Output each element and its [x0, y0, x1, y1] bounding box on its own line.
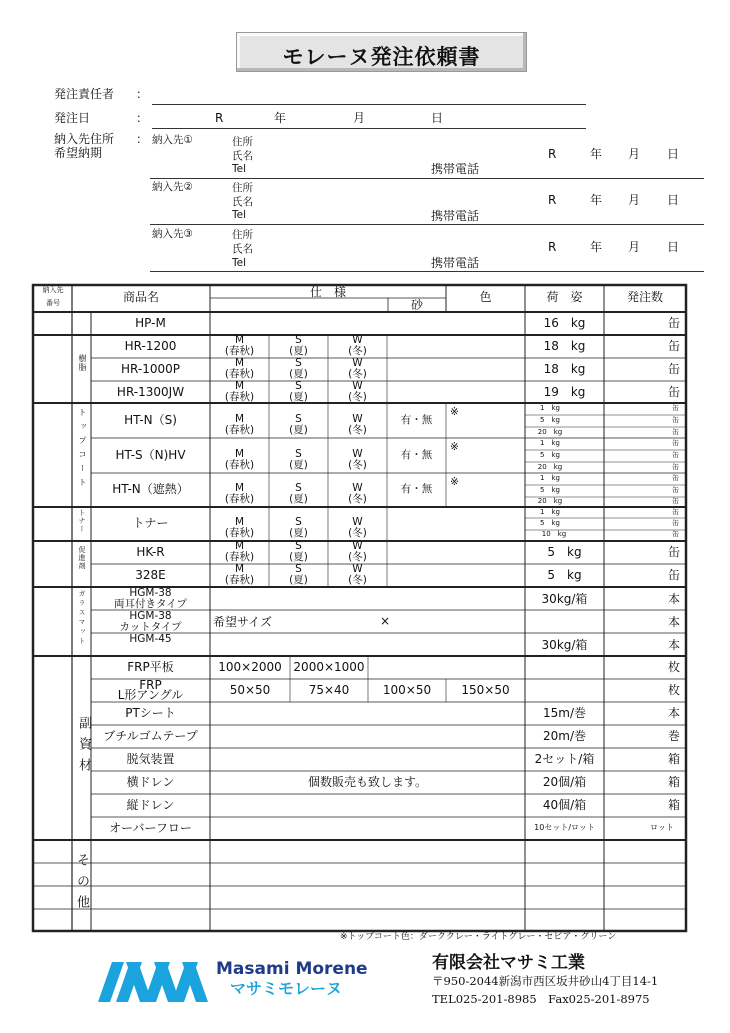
unit-can: 缶 — [672, 497, 679, 505]
header-product: 商品名 — [122, 290, 159, 304]
row-htshv-name: HT-S（N)HV — [115, 448, 186, 462]
size-1kg: 1 kg — [540, 508, 560, 516]
row-hpm-qty-input[interactable] — [604, 313, 664, 334]
season-w-sub: (冬) — [348, 459, 367, 471]
dest-3-year: 年 — [590, 240, 603, 254]
row-hkr-pack: 5 kg — [547, 545, 582, 559]
season-w: W — [352, 413, 363, 425]
row-pt-name: PTシート — [125, 706, 176, 720]
unit-roll: 巻 — [668, 729, 681, 743]
size-20kg: 20 kg — [537, 463, 563, 471]
month-label: 月 — [353, 111, 366, 125]
season-s: S — [295, 482, 302, 494]
row-hgm45-pack: 30kg/箱 — [541, 638, 588, 652]
size-5kg: 5 kg — [540, 416, 560, 424]
season-m: M — [234, 357, 245, 369]
dest-3-label: 納入先③ — [152, 228, 193, 240]
colon: ： — [136, 132, 149, 146]
season-s-sub: (夏) — [289, 459, 308, 471]
note-mark: ※ — [450, 406, 459, 418]
unit-can: 缶 — [672, 451, 679, 459]
season-w: W — [352, 357, 363, 369]
group-toner: トナー — [78, 509, 86, 533]
group-sub-materials — [72, 716, 91, 779]
row-frp-s2[interactable]: 2000×1000 — [293, 660, 365, 674]
season-w-sub: (冬) — [348, 574, 367, 586]
size-5kg: 5 kg — [540, 451, 560, 459]
company-address: 〒950-2044新潟市西区坂井砂山4丁目14-1 — [432, 974, 659, 988]
season-m: M — [234, 380, 245, 392]
unit-box: 箱 — [668, 798, 681, 812]
season-w-sub: (冬) — [348, 368, 367, 380]
dest-2-month: 月 — [628, 193, 641, 207]
dest-3-mobile: 携帯電話 — [431, 256, 480, 270]
page-title: モレーヌ発注依頼書 — [282, 45, 481, 69]
row-frpl-name: FRP — [139, 678, 162, 692]
season-m: M — [234, 448, 245, 460]
yes-no[interactable]: 有・無 — [400, 414, 433, 426]
season-m-sub: (春秋) — [224, 527, 255, 539]
row-328e-name: 328E — [135, 568, 166, 582]
season-w: W — [352, 516, 363, 528]
row-hr1000p-unit: 缶 — [668, 362, 681, 376]
unit-can: 缶 — [668, 568, 681, 582]
dest-3-day: 日 — [667, 240, 680, 254]
header-sand: 砂 — [410, 298, 423, 312]
unit-sheet: 枚 — [668, 660, 681, 674]
size-1kg: 1 kg — [540, 404, 560, 412]
row-toner-name: トナー — [132, 516, 169, 530]
group-resin: 樹脂 — [78, 354, 87, 372]
header-color: 色 — [479, 290, 492, 304]
group-accelerator: 促進剤 — [78, 546, 86, 570]
address-label: 納入先住所 — [54, 132, 115, 146]
season-s: S — [295, 334, 302, 346]
season-s-sub: (夏) — [289, 551, 308, 563]
season-m-sub: (春秋) — [224, 551, 255, 563]
dest-2-day: 日 — [667, 193, 680, 207]
dest-2-label: 納入先② — [152, 181, 193, 193]
row-hkr-name: HK-R — [136, 545, 165, 559]
row-frp-name: FRP平板 — [127, 660, 174, 674]
dest-1-name: 氏名 — [232, 150, 253, 162]
group-sub-materials-label: 副資材 — [76, 716, 92, 779]
season-s-sub: (夏) — [289, 424, 308, 436]
row-hpm-name: HP-M — [135, 316, 166, 330]
row-hgm38a-pack: 30kg/箱 — [541, 592, 588, 606]
row-overflow-name: オーバーフロー — [109, 821, 192, 835]
row-hgm38b-name: HGM-38 — [129, 610, 172, 622]
season-s: S — [295, 563, 302, 575]
row-degas-name: 脱気装置 — [126, 752, 175, 766]
orderer-label: 発注責任者 — [54, 87, 115, 101]
season-m-sub: (春秋) — [224, 574, 255, 586]
dest-2-mobile: 携帯電話 — [431, 209, 480, 223]
row-ydrain-note: 個数販売も致します。 — [307, 775, 428, 789]
row-hr1200-pack: 18 kg — [543, 339, 586, 353]
group-other — [72, 853, 91, 916]
season-m: M — [234, 563, 245, 575]
row-hpm-pack: 16 kg — [543, 316, 586, 330]
row-butyl-pack: 20m/巻 — [542, 729, 586, 743]
yes-no[interactable]: 有・無 — [400, 483, 433, 495]
season-s: S — [295, 516, 302, 528]
season-w: W — [352, 540, 363, 552]
size-20kg: 20 kg — [537, 497, 563, 505]
row-hr1000p-name: HR-1000P — [121, 362, 180, 376]
dest-2-addr: 住所 — [232, 182, 253, 194]
season-w: W — [352, 563, 363, 575]
header-spec: 仕 様 — [309, 285, 346, 299]
unit-can: 缶 — [672, 508, 679, 516]
size-5kg: 5 kg — [540, 486, 560, 494]
season-w: W — [352, 448, 363, 460]
yes-no[interactable]: 有・無 — [400, 449, 433, 461]
row-pt-pack: 15m/巻 — [542, 706, 586, 720]
note-mark: ※ — [450, 441, 459, 453]
season-s: S — [295, 380, 302, 392]
note-mark: ※ — [450, 476, 459, 488]
size-1kg: 1 kg — [540, 474, 560, 482]
era-label: R — [215, 111, 224, 125]
unit-can: 缶 — [672, 519, 679, 527]
row-frpl-s4[interactable]: 150×50 — [461, 683, 510, 697]
delivery-label: 希望納期 — [54, 146, 103, 160]
company-name: 有限会社マサミ工業 — [432, 953, 585, 973]
size-1kg: 1 kg — [540, 439, 560, 447]
season-w-sub: (冬) — [348, 345, 367, 357]
logo-jp: マサミモレーヌ — [230, 979, 343, 998]
row-hr1200-name: HR-1200 — [124, 339, 177, 353]
row-ydrain-pack: 20個/箱 — [542, 775, 587, 789]
logo-en: Masami Morene — [216, 959, 368, 979]
dest-1-tel: Tel — [232, 163, 247, 175]
row-hgm38a-name: HGM-38 — [129, 587, 172, 599]
season-w-sub: (冬) — [348, 551, 367, 563]
footnote: ※トップコート色：ダーククレー・ライトグレー・セピア・グリーン — [340, 932, 617, 942]
season-s-sub: (夏) — [289, 391, 308, 403]
dest-2-year: 年 — [590, 193, 603, 207]
dest-3-tel: Tel — [232, 257, 247, 269]
year-label: 年 — [274, 111, 287, 125]
unit-can: 缶 — [672, 416, 679, 424]
row-hgm38b-name2: カットタイプ — [119, 621, 182, 633]
group-topcoat: トップコート — [78, 408, 87, 492]
season-m: M — [234, 540, 245, 552]
header-dest-no-2: 番号 — [46, 299, 60, 307]
row-frpl-s2[interactable]: 75×40 — [308, 683, 350, 697]
unit-can: 缶 — [672, 404, 679, 412]
dest-1-month: 月 — [628, 147, 641, 161]
unit-can: 缶 — [672, 530, 679, 538]
season-m: M — [234, 482, 245, 494]
season-w: W — [352, 334, 363, 346]
group-glassmat: ガラスマット — [77, 590, 86, 647]
season-w-sub: (冬) — [348, 391, 367, 403]
row-frp-s1[interactable]: 100×2000 — [218, 660, 282, 674]
row-degas-pack: 2セット/箱 — [534, 752, 595, 766]
dest-1-year: 年 — [590, 147, 603, 161]
unit-book: 本 — [668, 638, 681, 652]
unit-book: 本 — [668, 706, 681, 720]
unit-sheet: 枚 — [668, 683, 681, 697]
season-m: M — [234, 413, 245, 425]
season-s-sub: (夏) — [289, 493, 308, 505]
season-s: S — [295, 357, 302, 369]
row-overflow-pack: 10セット/ロット — [534, 823, 595, 832]
dest-2-era: R — [548, 193, 557, 207]
row-hgm45-name: HGM-45 — [129, 633, 172, 645]
unit-book: 本 — [668, 615, 681, 629]
season-s-sub: (夏) — [289, 368, 308, 380]
unit-box: 箱 — [668, 752, 681, 766]
season-s-sub: (夏) — [289, 527, 308, 539]
row-frpl-s3[interactable]: 100×50 — [382, 683, 432, 697]
row-328e-pack: 5 kg — [547, 568, 582, 582]
season-s-sub: (夏) — [289, 574, 308, 586]
row-hr1200-unit: 缶 — [668, 339, 681, 353]
season-m-sub: (春秋) — [224, 424, 255, 436]
unit-can: 缶 — [668, 545, 681, 559]
season-s: S — [295, 413, 302, 425]
company-tel: TEL025-201-8985 Fax025-201-8975 — [432, 992, 650, 1006]
date-label: 発注日 — [54, 111, 91, 125]
row-butyl-name: ブチルゴムテープ — [103, 729, 198, 743]
size-5kg: 5 kg — [540, 519, 560, 527]
unit-can: 缶 — [672, 474, 679, 482]
dest-3-month: 月 — [628, 240, 641, 254]
dest-3-addr: 住所 — [232, 229, 253, 241]
season-s: S — [295, 448, 302, 460]
dest-1-addr: 住所 — [232, 136, 253, 148]
season-m-sub: (春秋) — [224, 345, 255, 357]
size-20kg: 20 kg — [537, 428, 563, 436]
unit-book: 本 — [668, 592, 681, 606]
dest-2-tel: Tel — [232, 209, 247, 221]
dest-2-name: 氏名 — [232, 196, 253, 208]
row-tdrain-name: 縦ドレン — [126, 798, 175, 812]
row-hr1000p-pack: 18 kg — [543, 362, 586, 376]
row-hgm38a-name2: 両耳付きタイプ — [114, 598, 187, 610]
row-htn2-name: HT-N（遮熱） — [112, 482, 189, 496]
size-10kg: 10 kg — [541, 530, 567, 538]
colon: ： — [136, 87, 149, 101]
row-hr1300jw-unit: 缶 — [668, 385, 681, 399]
season-w: W — [352, 482, 363, 494]
row-frpl-name2: L形アングル — [117, 688, 184, 702]
row-hpm-unit: 缶 — [668, 316, 681, 330]
unit-can: 缶 — [672, 428, 679, 436]
row-hr1300jw-pack: 19 kg — [543, 385, 586, 399]
dest-3-name: 氏名 — [232, 243, 253, 255]
season-w: W — [352, 380, 363, 392]
unit-can: 缶 — [672, 463, 679, 471]
row-tdrain-pack: 40個/箱 — [542, 798, 587, 812]
season-m-sub: (春秋) — [224, 459, 255, 471]
day-label: 日 — [431, 111, 444, 125]
colon: ： — [136, 111, 149, 125]
dest-1-day: 日 — [667, 147, 680, 161]
row-ydrain-name: 横ドレン — [126, 775, 175, 789]
dest-1-label: 納入先① — [152, 134, 193, 146]
company-logo-icon — [98, 958, 213, 1002]
unit-box: 箱 — [668, 775, 681, 789]
dest-1-mobile: 携帯電話 — [431, 162, 480, 176]
row-hgm38b-x: × — [380, 614, 391, 628]
season-w-sub: (冬) — [348, 424, 367, 436]
header-dest-no-1: 納入先 — [42, 286, 64, 294]
season-m-sub: (春秋) — [224, 391, 255, 403]
group-other-label: その他 — [74, 853, 89, 916]
season-m-sub: (春秋) — [224, 493, 255, 505]
unit-can: 缶 — [672, 439, 679, 447]
dest-1-era: R — [548, 147, 557, 161]
season-w-sub: (冬) — [348, 527, 367, 539]
season-m: M — [234, 334, 245, 346]
season-m: M — [234, 516, 245, 528]
row-frpl-s1[interactable]: 50×50 — [229, 683, 271, 697]
season-s: S — [295, 540, 302, 552]
season-s-sub: (夏) — [289, 345, 308, 357]
unit-lot: ロット — [650, 823, 674, 832]
header-qty: 発注数 — [626, 290, 663, 304]
dest-3-era: R — [548, 240, 557, 254]
header-packing: 荷 姿 — [546, 290, 583, 304]
row-hgm38b-spec: 希望サイズ — [213, 615, 273, 629]
season-m-sub: (春秋) — [224, 368, 255, 380]
row-htn-name: HT-N（S) — [124, 413, 177, 427]
row-hr1300jw-name: HR-1300JW — [116, 385, 185, 399]
season-w-sub: (冬) — [348, 493, 367, 505]
unit-can: 缶 — [672, 486, 679, 494]
